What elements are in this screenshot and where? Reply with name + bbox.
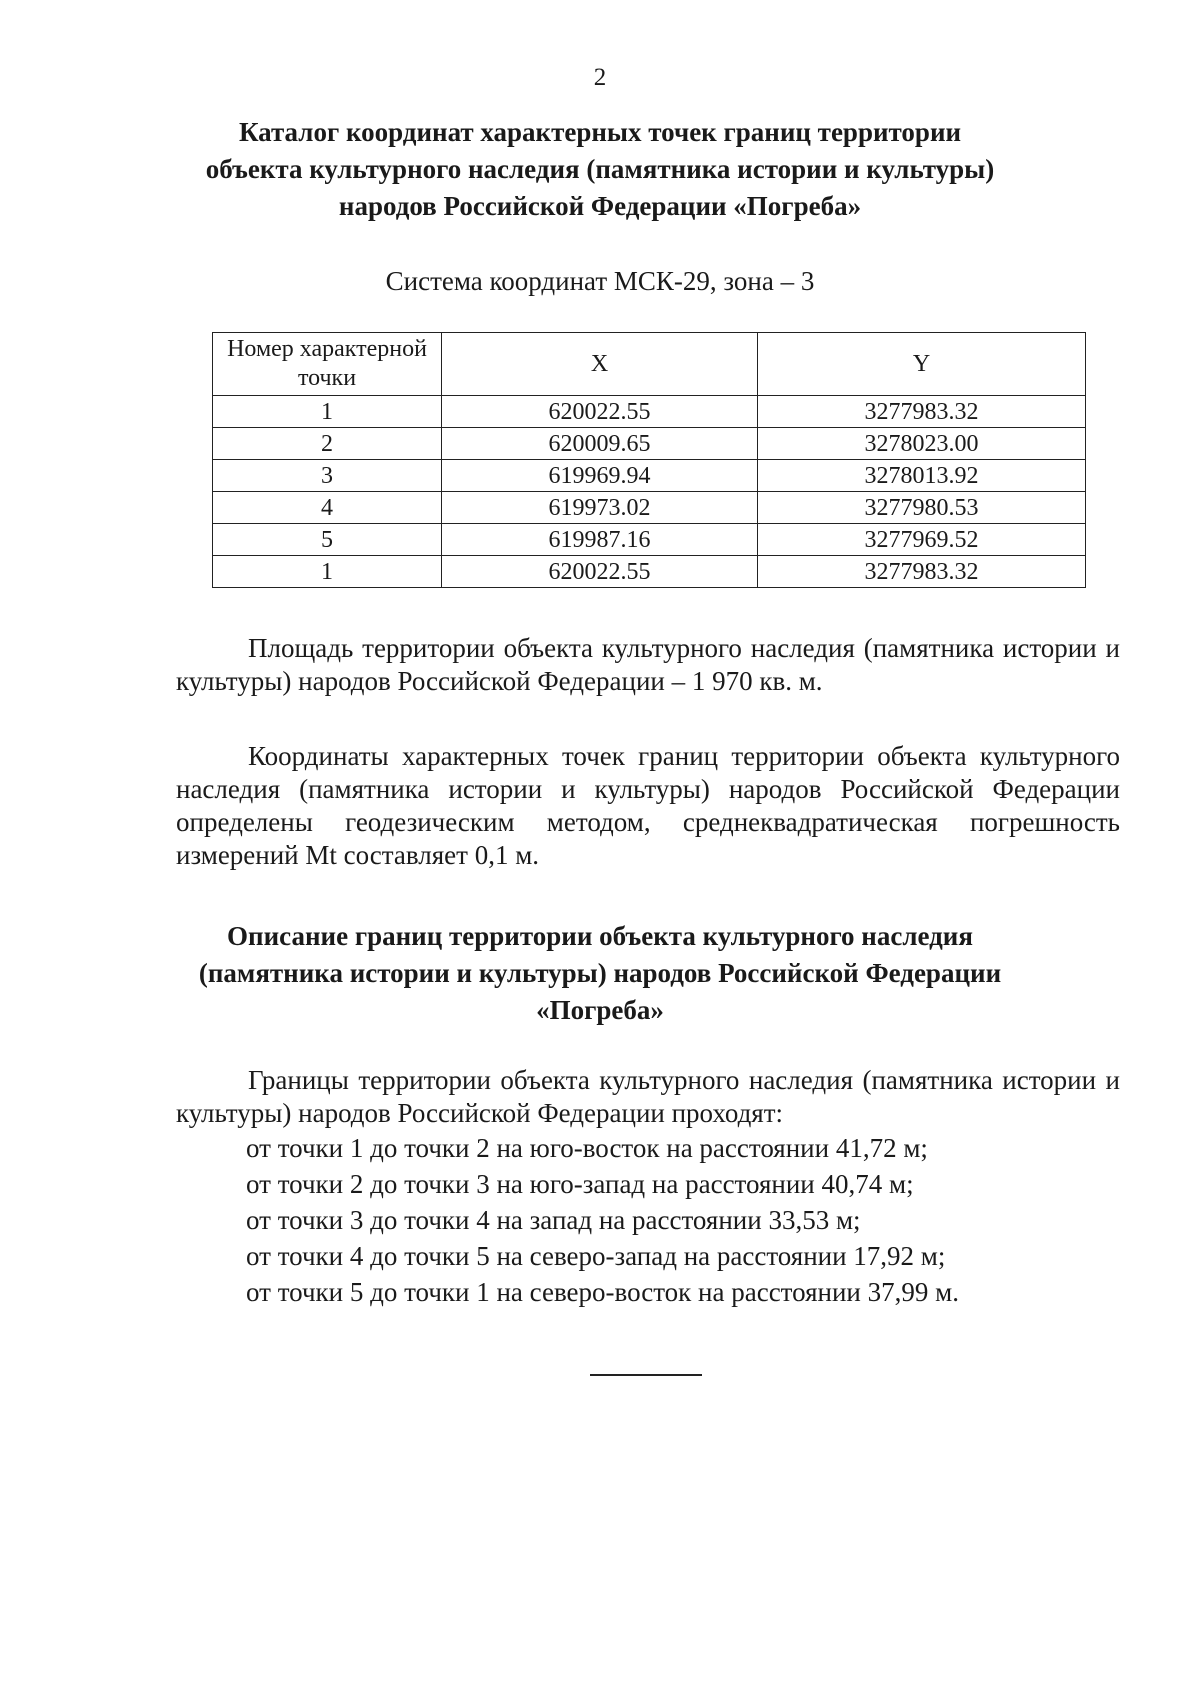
- page-number: 2: [593, 64, 607, 91]
- boundary-intro-paragraph: Границы территории объекта культурного наследия (памятника истории и культуры) народов Российской Федерации проходят:: [176, 1065, 1120, 1128]
- list-item: от точки 1 до точки 2 на юго-восток на расстоянии 41,72 м;: [246, 1133, 928, 1163]
- cell-x: 620022.55: [442, 396, 758, 428]
- cell-y: 3278023.00: [758, 428, 1086, 460]
- description-title: [0, 918, 1200, 1029]
- cell-point: 4: [213, 492, 442, 524]
- coordinates-table: [212, 332, 1086, 588]
- header-point-number: Номер характерной точки: [213, 333, 442, 396]
- catalog-title-line: народов Российской Федерации «Погреба»: [338, 191, 862, 221]
- cell-point: 2: [213, 428, 442, 460]
- list-item: от точки 5 до точки 1 на северо-восток на расстоянии 37,99 м.: [246, 1277, 959, 1307]
- table-header-row: [213, 333, 1086, 396]
- cell-point: 1: [213, 396, 442, 428]
- table-row: [213, 556, 1086, 588]
- cell-y: 3277969.52: [758, 524, 1086, 556]
- cell-point: 3: [213, 460, 442, 492]
- description-title-line: (памятника истории и культуры) народов Российской Федерации: [198, 958, 1002, 988]
- cell-point: 1: [213, 556, 442, 588]
- header-x: X: [442, 333, 758, 396]
- cell-x: 620022.55: [442, 556, 758, 588]
- cell-y: 3278013.92: [758, 460, 1086, 492]
- cell-y: 3277980.53: [758, 492, 1086, 524]
- table-row: [213, 428, 1086, 460]
- end-divider: [590, 1374, 702, 1376]
- description-title-line: «Погреба»: [536, 995, 664, 1025]
- coordinate-system-label: Система координат МСК-29, зона – 3: [385, 266, 815, 296]
- header-y: Y: [758, 333, 1086, 396]
- cell-x: 619969.94: [442, 460, 758, 492]
- cell-point: 5: [213, 524, 442, 556]
- table-row: [213, 524, 1086, 556]
- area-paragraph: Площадь территории объекта культурного наследия (памятника истории и культуры) народов Российской Федерации – 1 970 кв. м.: [176, 633, 1120, 696]
- list-item: от точки 2 до точки 3 на юго-запад на расстоянии 40,74 м;: [246, 1169, 914, 1199]
- description-title-line: Описание границ территории объекта культурного наследия: [227, 921, 973, 951]
- cell-x: 620009.65: [442, 428, 758, 460]
- accuracy-paragraph: Координаты характерных точек границ территории объекта культурного наследия (памятника истории и культуры) народов Российской Федерации определены геодезическим методом, среднеквадратическая погрешность измерений Mt составляет 0,1 м.: [176, 741, 1120, 870]
- cell-x: 619987.16: [442, 524, 758, 556]
- table-row: [213, 396, 1086, 428]
- table-row: [213, 460, 1086, 492]
- catalog-title-line: объекта культурного наследия (памятника истории и культуры): [205, 154, 995, 184]
- cell-y: 3277983.32: [758, 556, 1086, 588]
- table-row: [213, 492, 1086, 524]
- cell-y: 3277983.32: [758, 396, 1086, 428]
- catalog-title-line: Каталог координат характерных точек границ территории: [238, 117, 962, 147]
- list-item: от точки 4 до точки 5 на северо-запад на расстоянии 17,92 м;: [246, 1241, 946, 1271]
- catalog-title: [0, 114, 1200, 225]
- cell-x: 619973.02: [442, 492, 758, 524]
- list-item: от точки 3 до точки 4 на запад на расстоянии 33,53 м;: [246, 1205, 861, 1235]
- boundary-segments-list: [246, 1130, 1126, 1310]
